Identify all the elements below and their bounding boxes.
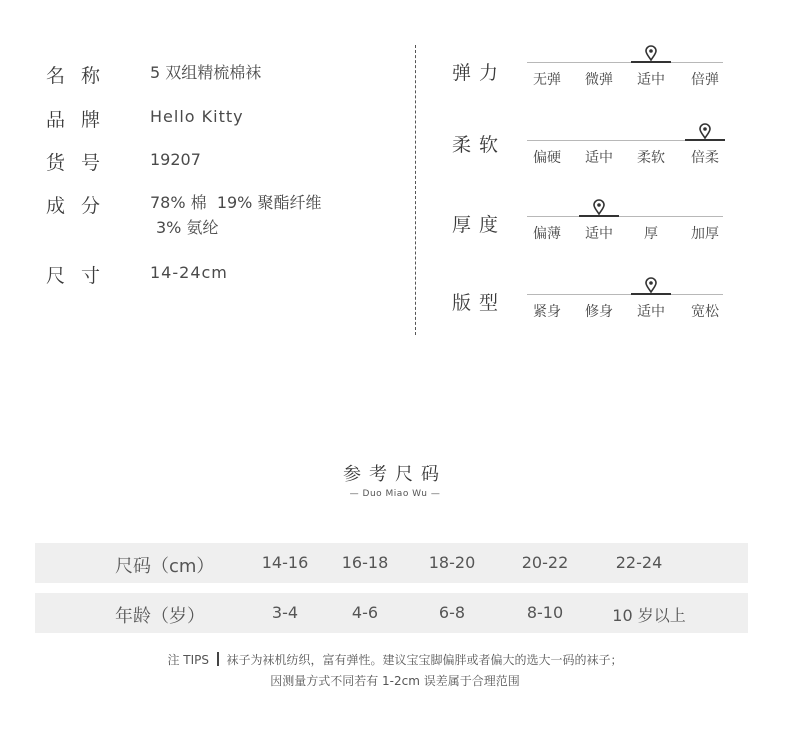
- spec-value-name: 5 双组精梳棉袜: [150, 63, 262, 82]
- spec-label-name: 名称: [46, 65, 117, 87]
- scale-option: 柔软: [637, 150, 665, 166]
- scale-option: 微弹: [585, 72, 613, 88]
- scale-track: [527, 294, 723, 295]
- location-pin-icon: [591, 199, 607, 215]
- tips-line-1: [0, 651, 790, 668]
- scale-option: 偏薄: [533, 226, 561, 242]
- scale-selected-segment: [579, 215, 619, 217]
- scale-option: 偏硬: [533, 150, 561, 166]
- scale-label: 弹力: [452, 62, 507, 84]
- table-cell: 3-4: [271, 603, 299, 622]
- spec-value-brand: Hello Kitty: [150, 107, 244, 126]
- table-cell: 8-10: [526, 603, 564, 622]
- scale-label: 柔软: [452, 134, 507, 156]
- scale-label: 版型: [452, 292, 507, 314]
- spec-value-composition-line2: 3% 氨纶: [156, 218, 219, 237]
- spec-label-composition: 成分: [46, 195, 117, 217]
- scale-option: 紧身: [533, 304, 561, 320]
- table-cell: 10 岁以上: [612, 606, 686, 625]
- scale-option: 修身: [585, 304, 613, 320]
- spec-label-brand: 品牌: [46, 109, 117, 131]
- table-cell: 16-18: [341, 553, 389, 572]
- spec-label-size: 尺寸: [46, 265, 117, 287]
- tips-label: 注 TIPS: [167, 653, 210, 667]
- dashed-divider: [415, 45, 416, 335]
- scale-label: 厚度: [452, 214, 507, 236]
- tips-text-2: 因测量方式不同若有 1-2cm 误差属于合理范围: [270, 674, 520, 688]
- scale-option: 适中: [585, 226, 613, 242]
- scale-track: [527, 62, 723, 63]
- scale-option: 宽松: [691, 304, 719, 320]
- spec-value-composition: 78% 棉 19% 聚酯纤维: [150, 193, 322, 212]
- table-cell: 6-8: [438, 603, 466, 622]
- scale-option: 加厚: [691, 226, 719, 242]
- size-section-subtitle: — Duo Miao Wu —: [349, 489, 441, 499]
- scale-selected-segment: [631, 293, 671, 295]
- table-cell: 22-24: [615, 553, 663, 572]
- table-cell: 4-6: [351, 603, 379, 622]
- table-cell: 18-20: [428, 553, 476, 572]
- scale-option: 倍柔: [691, 150, 719, 166]
- row-header-age: 年龄（岁）: [115, 606, 205, 627]
- scale-option: 适中: [637, 304, 665, 320]
- scale-option: 倍弹: [691, 72, 719, 88]
- table-cell: 14-16: [261, 553, 309, 572]
- tips-separator: [217, 652, 219, 666]
- table-row-age: [35, 593, 748, 633]
- scale-option: 适中: [637, 72, 665, 88]
- spec-label-item-no: 货号: [46, 152, 117, 174]
- tips-text-1: 袜子为袜机纺织，富有弹性。建议宝宝脚偏胖或者偏大的选大一码的袜子；: [226, 653, 623, 667]
- size-section-title: 参考尺码: [343, 464, 447, 485]
- scale-option: 厚: [644, 226, 658, 242]
- table-row-size: [35, 543, 748, 583]
- table-cell: 20-22: [521, 553, 569, 572]
- spec-value-item-no: 19207: [150, 150, 201, 169]
- scale-selected-segment: [685, 139, 725, 141]
- scale-option: 适中: [585, 150, 613, 166]
- scale-track: [527, 216, 723, 217]
- location-pin-icon: [643, 45, 659, 61]
- row-header-size: 尺码（cm）: [115, 556, 215, 577]
- location-pin-icon: [643, 277, 659, 293]
- spec-value-size: 14-24cm: [150, 263, 228, 282]
- location-pin-icon: [697, 123, 713, 139]
- scale-selected-segment: [631, 61, 671, 63]
- scale-option: 无弹: [533, 72, 561, 88]
